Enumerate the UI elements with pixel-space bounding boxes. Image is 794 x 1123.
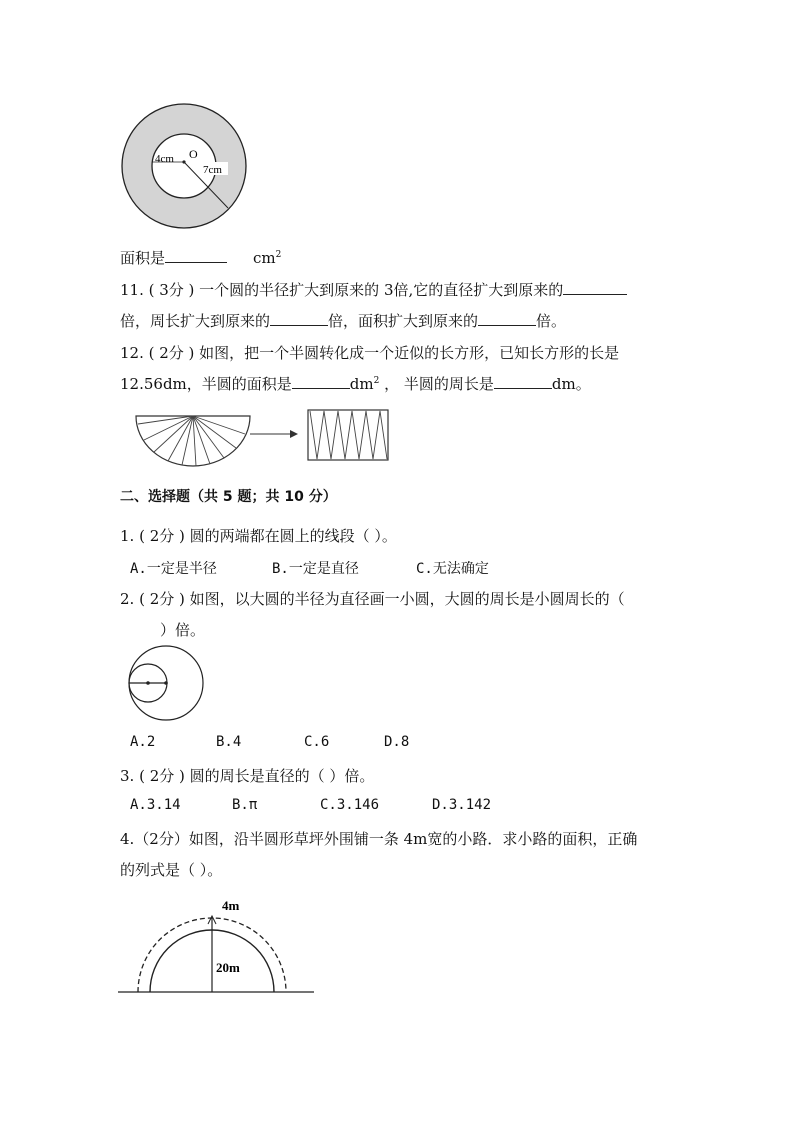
mc4-stem-line2: 的列式是（ ）。 (120, 861, 223, 879)
mc1-stem: 1. ( 2分 ) 圆的两端都在圆上的线段（ ）。 (120, 527, 397, 545)
q11-stem: 11. ( 3分 ) 一个圆的半径扩大到原来的 3倍,它的直径扩大到原来的 (120, 281, 564, 299)
q10-blank[interactable] (165, 248, 227, 263)
mc2-option-d[interactable]: D.8 (384, 734, 410, 750)
two-circles-figure (124, 644, 208, 724)
radius-label: 20m (216, 960, 240, 975)
q12-unit-sup: 2 (373, 376, 380, 386)
mc1-option-c[interactable]: C.无法确定 (416, 561, 489, 577)
mc3-option-c[interactable]: C.3.146 (320, 797, 380, 813)
mc2-stem-line1: 2. ( 2分 ) 如图，以大圆的半径为直径画一小圆，大圆的周长是小圆周长的（ (120, 590, 625, 608)
mc3-option-a[interactable]: A.3.14 (130, 797, 181, 813)
q12-line2 (120, 374, 591, 394)
q11-line1 (120, 280, 627, 300)
width-label: 4m (222, 898, 240, 913)
center-label: O (189, 147, 198, 161)
q10-unit-sup: 2 (275, 250, 282, 260)
mc2-option-b[interactable]: B.4 (216, 734, 242, 750)
q12-stem: 12. ( 2分 ) 如图，把一个半圆转化成一个近似的长方形，已知长方形的长是 (120, 344, 620, 362)
q11-line2 (120, 311, 566, 331)
mc3-stem: 3. ( 2分 ) 圆的周长是直径的（ ）倍。 (120, 767, 375, 785)
mc2-option-c[interactable]: C.6 (304, 734, 330, 750)
ring-figure (118, 100, 253, 232)
q10-prefix: 面积是 (120, 249, 166, 267)
q11-text-c: 倍。 (536, 312, 567, 330)
q11-text-b: 倍，面积扩大到原来的 (328, 312, 479, 330)
outer-radius-label: 7cm (203, 164, 222, 176)
q12-text-c: ， 半圆的周长是 (379, 375, 494, 393)
q11-blank-area[interactable] (478, 311, 536, 326)
center-point (182, 160, 185, 163)
mc1-option-b[interactable]: B.一定是直径 (272, 561, 359, 577)
mc2-option-a[interactable]: A.2 (130, 734, 156, 750)
semicircle-path-figure (118, 892, 318, 996)
q10-unit: cm (253, 249, 276, 267)
q11-text-a: 倍，周长扩大到原来的 (120, 312, 271, 330)
inner-radius-label: 4cm (155, 153, 174, 165)
section-2-title: 二、选择题（共 5 题；共 10 分） (120, 489, 337, 505)
mc2-stem-line2: ）倍。 (160, 621, 206, 639)
semicircle-to-rectangle-figure (130, 404, 400, 468)
mc3-option-d[interactable]: D.3.142 (432, 797, 492, 813)
q12-line1 (120, 343, 619, 363)
q11-blank-circumference[interactable] (270, 311, 328, 326)
mc1-option-a[interactable]: A.一定是半径 (130, 561, 217, 577)
mc4-stem-line1: 4.（2分）如图，沿半圆形草坪外围铺一条 4m宽的小路．求小路的面积，正确 (120, 830, 638, 848)
rectangle-shape (308, 410, 388, 460)
q12-unit-dm2: dm (349, 375, 374, 393)
q10-area-line (120, 248, 281, 268)
arrow-head (290, 430, 298, 438)
q12-blank-perimeter[interactable] (494, 374, 552, 389)
q12-blank-area[interactable] (292, 374, 350, 389)
q11-blank-diameter[interactable] (563, 280, 627, 295)
mc3-option-b[interactable]: B.π (232, 797, 258, 813)
q12-text-a: 12.56dm，半圆的面积是 (120, 375, 292, 393)
q12-text-d: dm。 (551, 375, 591, 393)
